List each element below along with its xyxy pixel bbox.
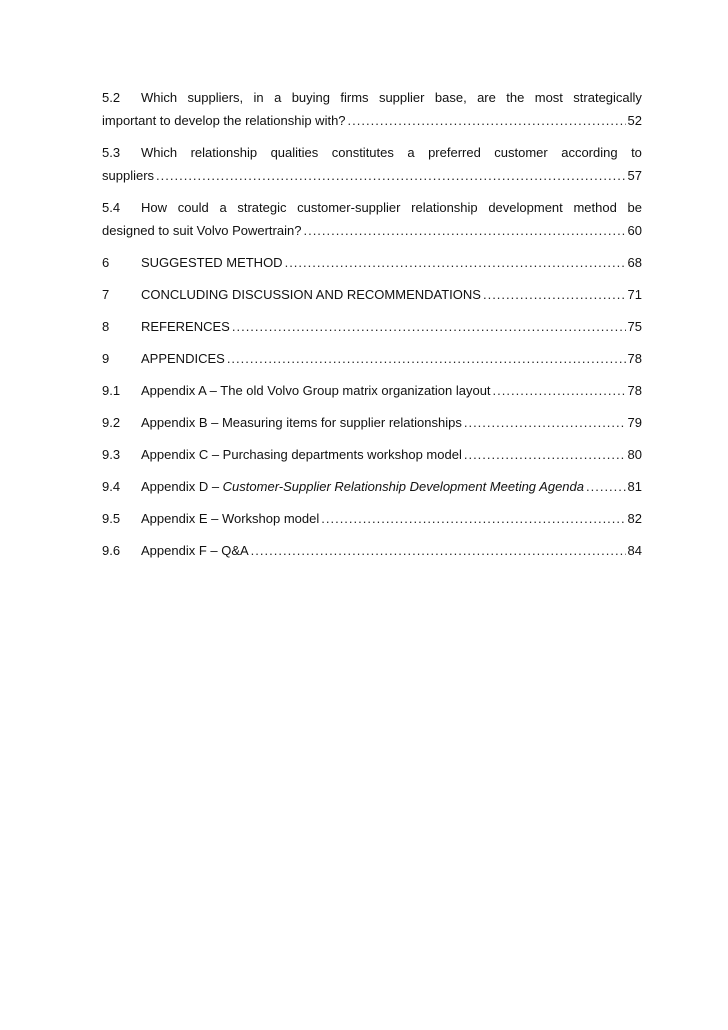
- toc-entry-first-line: [102, 141, 642, 164]
- toc-word: most: [534, 90, 563, 105]
- toc-entry-title: APPENDICES: [141, 351, 225, 366]
- toc-entry-number: 9.3: [102, 447, 121, 462]
- toc-entry-title: Appendix C – Purchasing departments workshop model: [141, 447, 462, 462]
- toc-word: method: [573, 200, 617, 215]
- toc-entry-page: 68: [627, 255, 642, 270]
- toc-word: customer: [494, 145, 548, 160]
- toc-entry-page: 75: [627, 319, 642, 334]
- toc-entry-title: CONCLUDING DISCUSSION AND RECOMMENDATIONS: [141, 287, 481, 302]
- toc-entry-title-line2: important to develop the relationship with?: [102, 113, 346, 128]
- toc-entry-5-2[interactable]: [102, 86, 642, 132]
- toc-word: the: [506, 90, 525, 105]
- toc-entry-title-line1: [141, 196, 642, 219]
- toc-entry-title-line2: designed to suit Volvo Powertrain?: [102, 223, 302, 238]
- dot-leader: [232, 315, 626, 338]
- toc-word: to: [631, 145, 642, 160]
- toc-word: strategically: [573, 90, 642, 105]
- toc-entry-7[interactable]: [102, 283, 642, 306]
- toc-entry-9-4[interactable]: [102, 475, 642, 498]
- toc-entry-9[interactable]: [102, 347, 642, 370]
- toc-entry-5-3[interactable]: [102, 141, 642, 187]
- toc-entry-title-italic: Customer-Supplier Relationship Development Meeting Agenda: [222, 479, 584, 494]
- toc-word: preferred: [428, 145, 481, 160]
- toc-entry-second-line: [102, 109, 642, 132]
- toc-entry-number: 9.5: [102, 511, 121, 526]
- toc-entry-page: 57: [627, 168, 642, 183]
- toc-entry-page: 60: [627, 223, 642, 238]
- toc-word: suppliers,: [187, 90, 244, 105]
- toc-entry-second-line: [102, 164, 642, 187]
- dot-leader: [156, 164, 626, 187]
- toc-entry-page: 71: [627, 287, 642, 302]
- toc-entry-title: Appendix B – Measuring items for supplier relationships: [141, 415, 462, 430]
- toc-entry-first-line: [102, 196, 642, 219]
- dot-leader: [227, 347, 626, 370]
- toc-word: firms: [340, 90, 369, 105]
- toc-entry-title-prefix: Appendix D –: [141, 479, 223, 494]
- toc-word: development: [488, 200, 563, 215]
- toc-entry-page: 79: [627, 415, 642, 430]
- toc-entry-8[interactable]: [102, 315, 642, 338]
- toc-entry-page: 78: [627, 383, 642, 398]
- toc-entry-number: 9.2: [102, 415, 121, 430]
- dot-leader: [586, 475, 626, 498]
- toc-entry-title: Appendix A – The old Volvo Group matrix organization layout: [141, 383, 491, 398]
- dot-leader: [251, 539, 626, 562]
- dot-leader: [303, 219, 625, 242]
- toc-entry-9-1[interactable]: [102, 379, 642, 402]
- toc-word: base,: [434, 90, 467, 105]
- dot-leader: [321, 507, 625, 530]
- dot-leader: [464, 411, 626, 434]
- toc-word: could: [177, 200, 209, 215]
- toc-word: a: [274, 90, 282, 105]
- toc-word: constitutes: [331, 145, 394, 160]
- toc-entry-page: 52: [627, 113, 642, 128]
- toc-word: in: [253, 90, 264, 105]
- toc-entry-title: Appendix E – Workshop model: [141, 511, 320, 526]
- toc-entry-number: 9.6: [102, 543, 121, 558]
- dot-leader: [348, 109, 626, 132]
- toc-entry-number: 9: [102, 351, 110, 366]
- toc-entry-number: 9.4: [102, 479, 121, 494]
- toc-entry-number: 6: [102, 255, 110, 270]
- toc-entry-page: 82: [627, 511, 642, 526]
- toc-entry-page: 80: [627, 447, 642, 462]
- table-of-contents: [102, 86, 642, 571]
- toc-word: according: [561, 145, 618, 160]
- toc-entry-9-5[interactable]: [102, 507, 642, 530]
- toc-entry-page: 78: [627, 351, 642, 366]
- toc-word: a: [219, 200, 227, 215]
- toc-entry-title: SUGGESTED METHOD: [141, 255, 283, 270]
- toc-word: a: [407, 145, 415, 160]
- toc-word: relationship: [411, 200, 478, 215]
- dot-leader: [493, 379, 626, 402]
- toc-entry-number: 5.2: [102, 90, 121, 105]
- toc-entry-title-line1: [141, 86, 642, 109]
- toc-word: are: [477, 90, 496, 105]
- toc-entry-title: Appendix F – Q&A: [141, 543, 249, 558]
- dot-leader: [464, 443, 626, 466]
- toc-entry-page: 81: [627, 479, 642, 494]
- toc-entry-number: 7: [102, 287, 110, 302]
- toc-entry-first-line: [102, 86, 642, 109]
- toc-word: customer-supplier: [297, 200, 401, 215]
- toc-entry-second-line: [102, 219, 642, 242]
- toc-word: buying: [291, 90, 330, 105]
- toc-entry-number: 5.4: [102, 200, 121, 215]
- toc-entry-number: 5.3: [102, 145, 121, 160]
- toc-entry-title-line2: suppliers: [102, 168, 155, 183]
- toc-entry-9-6[interactable]: [102, 539, 642, 562]
- toc-word: be: [627, 200, 642, 215]
- toc-word: Which: [141, 145, 178, 160]
- toc-entry-6[interactable]: [102, 251, 642, 274]
- toc-entry-title-line1: [141, 141, 642, 164]
- toc-entry-title: REFERENCES: [141, 319, 230, 334]
- toc-entry-5-4[interactable]: [102, 196, 642, 242]
- toc-word: How: [141, 200, 168, 215]
- toc-word: relationship: [190, 145, 258, 160]
- toc-word: qualities: [270, 145, 319, 160]
- dot-leader: [483, 283, 626, 306]
- toc-entry-9-3[interactable]: [102, 443, 642, 466]
- toc-entry-number: 8: [102, 319, 110, 334]
- toc-word: strategic: [237, 200, 287, 215]
- toc-word: Which: [141, 90, 178, 105]
- toc-entry-page: 84: [627, 543, 642, 558]
- toc-entry-number: 9.1: [102, 383, 121, 398]
- toc-word: supplier: [378, 90, 425, 105]
- dot-leader: [285, 251, 626, 274]
- toc-entry-9-2[interactable]: [102, 411, 642, 434]
